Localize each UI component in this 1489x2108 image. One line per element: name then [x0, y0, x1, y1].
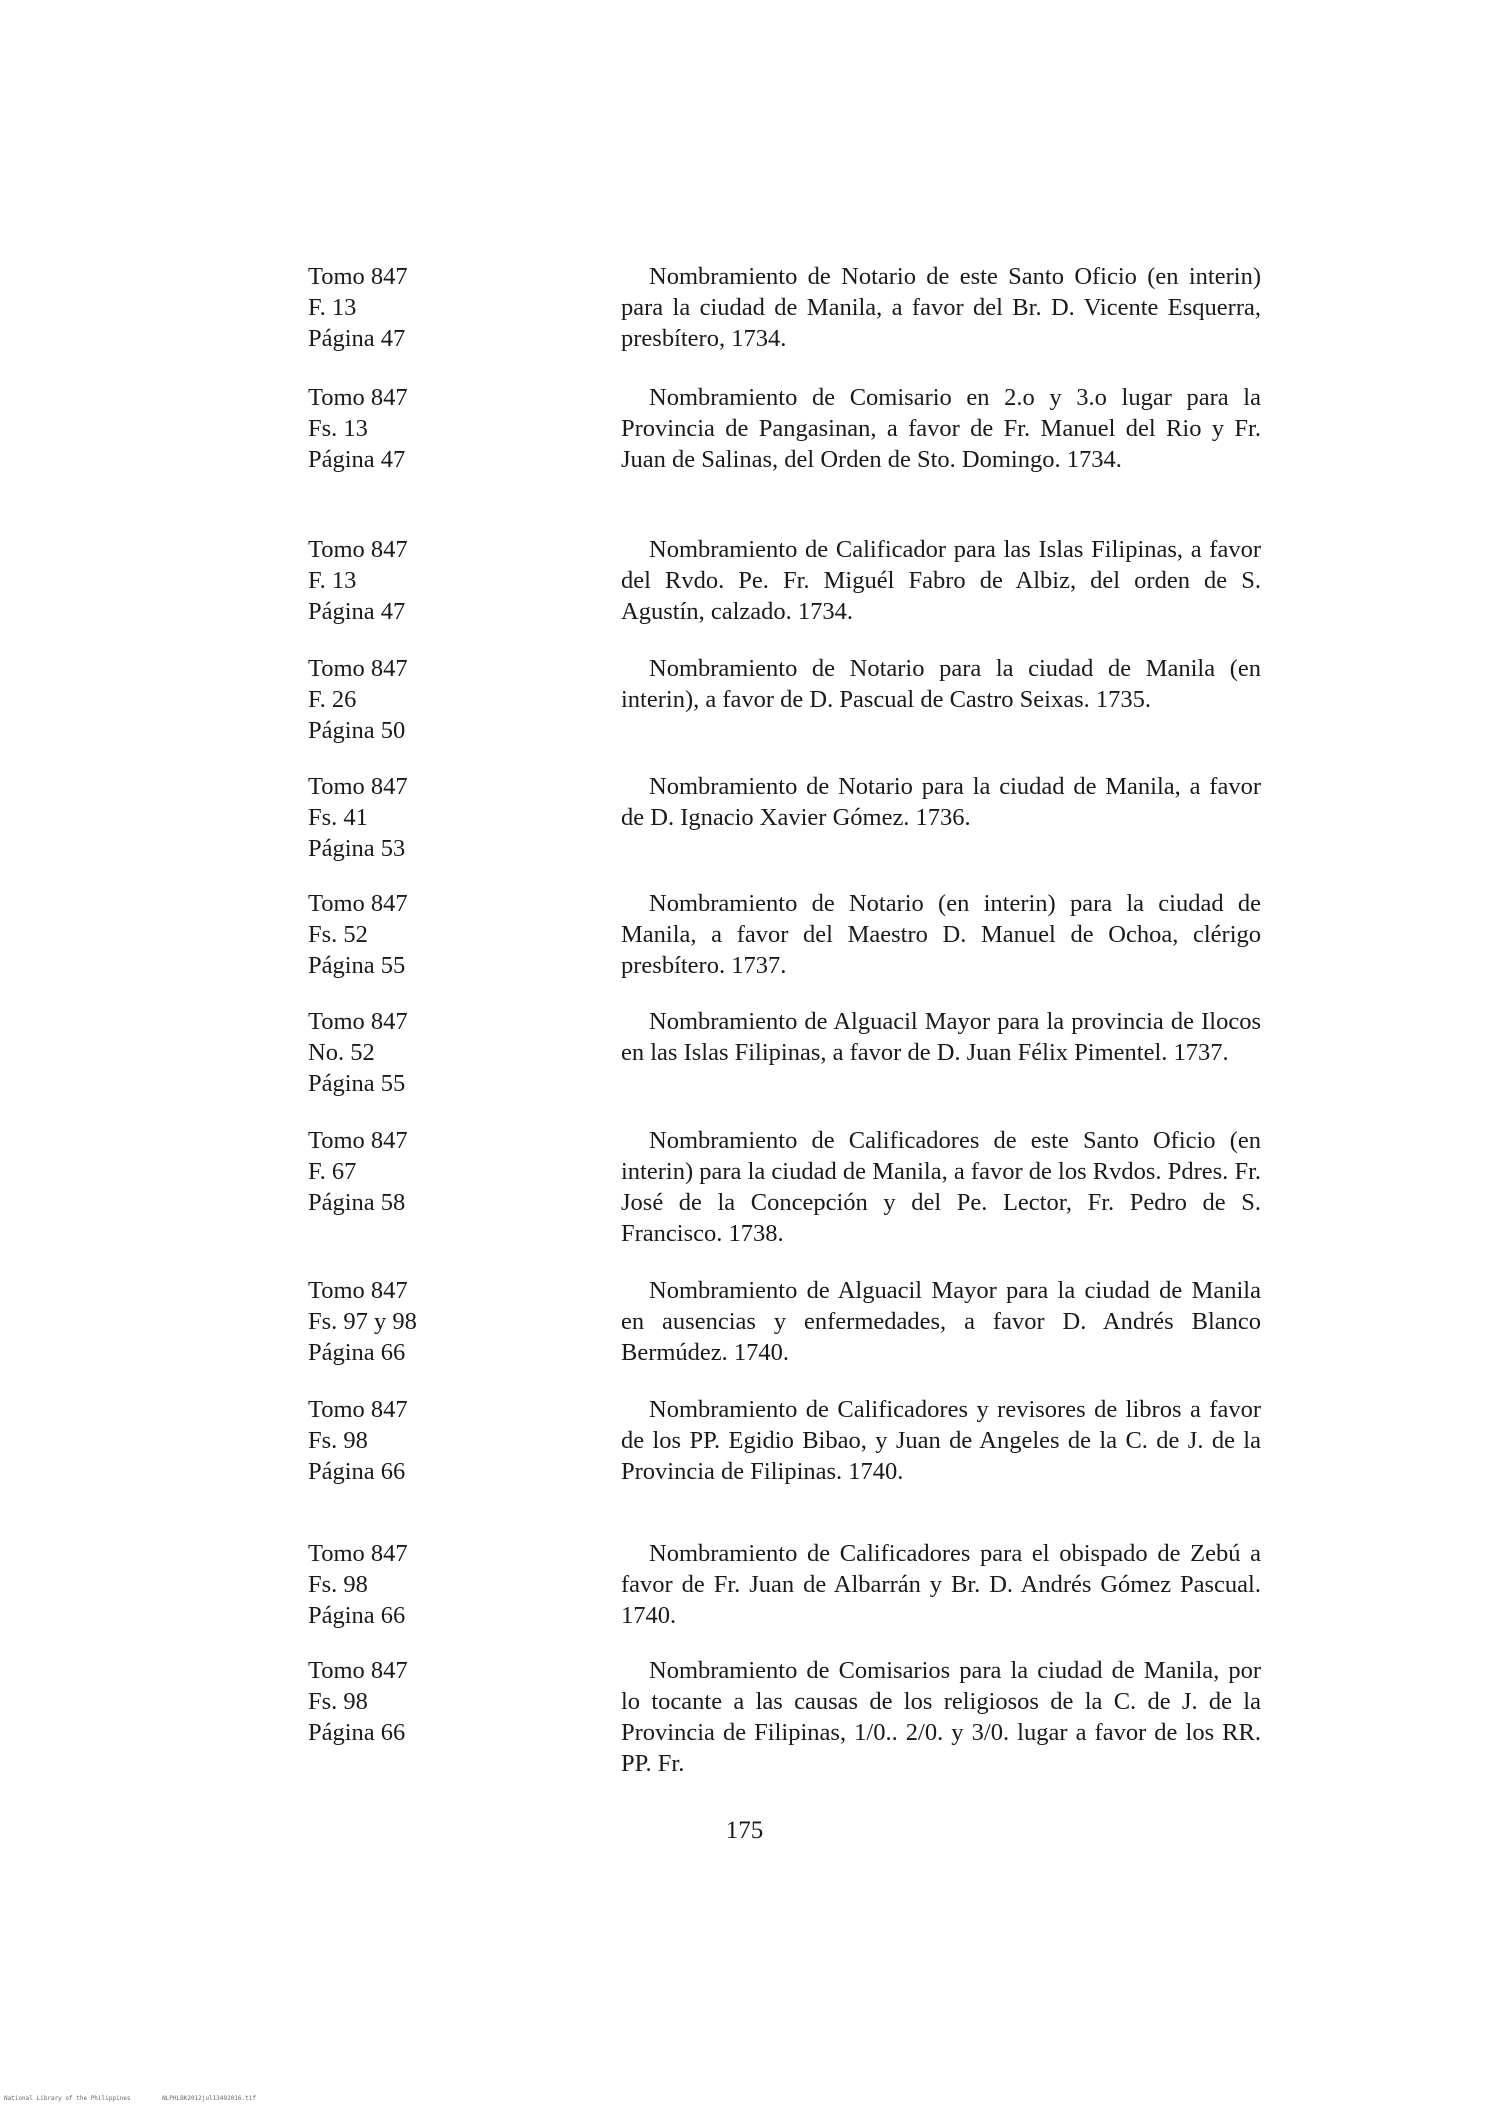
- ref-folio: Fs. 98: [308, 1427, 368, 1454]
- entry-reference: [308, 771, 508, 864]
- page-number: 175: [725, 1817, 764, 1844]
- ref-pagina: Página 58: [308, 1189, 406, 1216]
- entry-description: Nombramiento de Comisario en 2.o y 3.o lugar para la Provincia de Pangasinan, a favor de Fr. Manuel del Rio y Fr. Juan de Salinas, del Orden de Sto. Domingo. 1734.: [621, 384, 1261, 473]
- ref-pagina: Página 47: [308, 325, 406, 352]
- ref-folio: F. 13: [308, 294, 357, 321]
- ref-pagina: Página 66: [308, 1339, 406, 1366]
- footer-library: National Library of the Philippines: [4, 2095, 131, 2102]
- ref-tomo: Tomo 847: [308, 263, 408, 290]
- entry-reference: [308, 1394, 508, 1487]
- ref-folio: Fs. 13: [308, 415, 368, 442]
- entry-description: Nombramiento de Calificador para las Islas Filipinas, a favor del Rvdo. Pe. Fr. Miguél Fabro de Albiz, del orden de S. Agustín, calzado. 1734.: [621, 536, 1261, 625]
- entry-reference: [308, 1125, 508, 1218]
- entry-reference: [308, 1538, 508, 1631]
- entry-reference: [308, 534, 508, 627]
- entry-description: Nombramiento de Notario de este Santo Oficio (en interin) para la ciudad de Manila, a favor del Br. D. Vicente Esquerra, presbítero, 1734.: [621, 263, 1261, 352]
- entry-reference: [308, 888, 508, 981]
- ref-pagina: Página 47: [308, 446, 406, 473]
- ref-pagina: Página 66: [308, 1458, 406, 1485]
- entry-description: Nombramiento de Calificadores para el obispado de Zebú a favor de Fr. Juan de Albarrán y Br. D. Andrés Gómez Pascual. 1740.: [621, 1540, 1261, 1629]
- entry-reference: [308, 1655, 508, 1748]
- entry-reference: [308, 653, 508, 746]
- ref-folio: F. 67: [308, 1158, 357, 1185]
- entry-reference: [308, 261, 508, 354]
- ref-folio: Fs. 98: [308, 1688, 368, 1715]
- entry-description: Nombramiento de Notario (en interin) para la ciudad de Manila, a favor del Maestro D. Manuel de Ochoa, clérigo presbítero. 1737.: [621, 890, 1261, 979]
- entry-description: Nombramiento de Calificadores y revisores de libros a favor de los PP. Egidio Bibao, y Juan de Angeles de la C. de J. de la Provincia de Filipinas. 1740.: [621, 1396, 1261, 1485]
- ref-tomo: Tomo 847: [308, 536, 408, 563]
- ref-pagina: Página 66: [308, 1719, 406, 1746]
- ref-folio: No. 52: [308, 1039, 375, 1066]
- ref-pagina: Página 53: [308, 835, 406, 862]
- ref-tomo: Tomo 847: [308, 1657, 408, 1684]
- entry-description: Nombramiento de Notario para la ciudad de Manila (en interin), a favor de D. Pascual de Castro Seixas. 1735.: [621, 655, 1261, 713]
- ref-tomo: Tomo 847: [308, 1277, 408, 1304]
- footer-file: NLPHLBK2012jul13492016.tif: [162, 2095, 256, 2102]
- entry-description: Nombramiento de Alguacil Mayor para la ciudad de Manila en ausencias y enfermedades, a favor D. Andrés Blanco Bermúdez. 1740.: [621, 1277, 1261, 1366]
- entry-description: Nombramiento de Comisarios para la ciudad de Manila, por lo tocante a las causas de los religiosos de la C. de J. de la Provincia de Filipinas, 1/0.. 2/0. y 3/0. lugar a favor de los RR. PP. Fr.: [621, 1657, 1261, 1777]
- ref-tomo: Tomo 847: [308, 1127, 408, 1154]
- scan-footer: [4, 2095, 284, 2102]
- entry-description: Nombramiento de Calificadores de este Santo Oficio (en interin) para la ciudad de Manila, a favor de los Rvdos. Pdres. Fr. José de la Concepción y del Pe. Lector, Fr. Pedro de S. Francisco. 1738.: [621, 1127, 1261, 1247]
- entry-reference: [308, 1275, 508, 1368]
- ref-pagina: Página 47: [308, 598, 406, 625]
- entry-reference: [308, 1006, 508, 1099]
- entry-reference: [308, 382, 508, 475]
- ref-tomo: Tomo 847: [308, 655, 408, 682]
- ref-folio: Fs. 98: [308, 1571, 368, 1598]
- ref-folio: Fs. 97 y 98: [308, 1308, 417, 1335]
- ref-tomo: Tomo 847: [308, 1008, 408, 1035]
- ref-tomo: Tomo 847: [308, 1396, 408, 1423]
- ref-tomo: Tomo 847: [308, 384, 408, 411]
- ref-tomo: Tomo 847: [308, 773, 408, 800]
- entry-description: Nombramiento de Alguacil Mayor para la provincia de Ilocos en las Islas Filipinas, a favor de D. Juan Félix Pimentel. 1737.: [621, 1008, 1261, 1066]
- ref-tomo: Tomo 847: [308, 1540, 408, 1567]
- ref-pagina: Página 50: [308, 717, 406, 744]
- ref-pagina: Página 55: [308, 1070, 406, 1097]
- ref-tomo: Tomo 847: [308, 890, 408, 917]
- ref-folio: F. 26: [308, 686, 357, 713]
- ref-folio: F. 13: [308, 567, 357, 594]
- ref-pagina: Página 66: [308, 1602, 406, 1629]
- entry-description: Nombramiento de Notario para la ciudad de Manila, a favor de D. Ignacio Xavier Gómez. 1736.: [621, 773, 1261, 831]
- ref-folio: Fs. 41: [308, 804, 368, 831]
- ref-folio: Fs. 52: [308, 921, 368, 948]
- ref-pagina: Página 55: [308, 952, 406, 979]
